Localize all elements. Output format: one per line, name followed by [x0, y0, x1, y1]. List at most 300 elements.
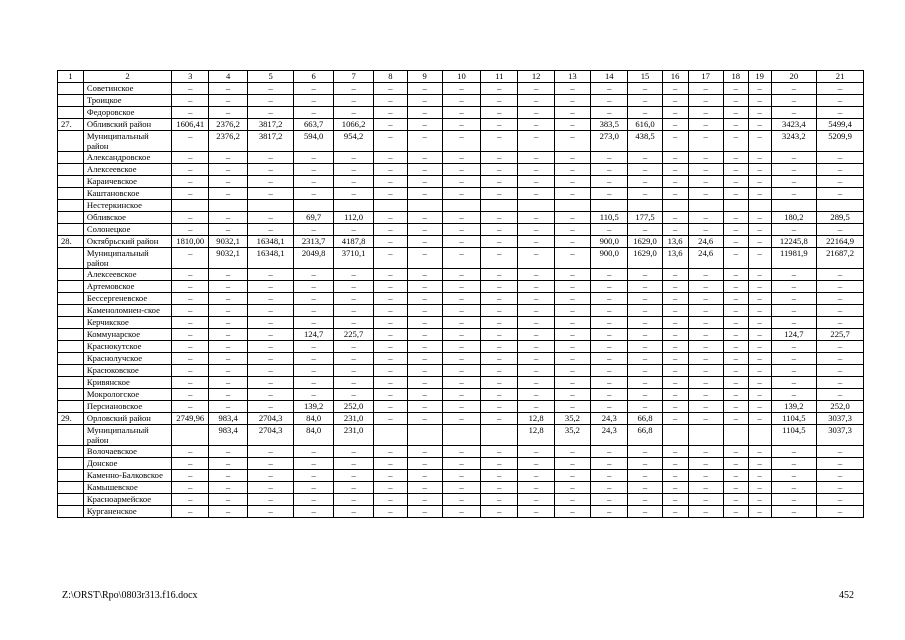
- table-cell: 24,6: [688, 248, 723, 269]
- table-row: [58, 236, 864, 248]
- table-cell: –: [771, 224, 817, 236]
- table-cell: –: [688, 131, 723, 152]
- row-name: Краснолучское: [83, 353, 171, 365]
- table-cell: –: [554, 224, 590, 236]
- table-cell: –: [481, 389, 518, 401]
- table-cell: –: [442, 119, 480, 131]
- table-cell: [294, 200, 333, 212]
- table-cell: [333, 200, 373, 212]
- table-cell: –: [662, 377, 688, 389]
- table-cell: 9032,1: [209, 248, 247, 269]
- table-cell: –: [481, 269, 518, 281]
- table-cell: –: [748, 131, 771, 152]
- table-cell: –: [723, 365, 748, 377]
- table-cell: –: [407, 83, 442, 95]
- row-number: [58, 269, 84, 281]
- table-cell: –: [771, 506, 817, 518]
- table-cell: –: [518, 164, 554, 176]
- table-cell: –: [688, 401, 723, 413]
- table-cell: –: [688, 341, 723, 353]
- table-cell: –: [723, 152, 748, 164]
- table-cell: –: [294, 506, 333, 518]
- table-row: [58, 152, 864, 164]
- table-cell: 225,7: [817, 329, 864, 341]
- table-cell: 24,6: [688, 236, 723, 248]
- table-cell: –: [748, 446, 771, 458]
- table-cell: –: [442, 446, 480, 458]
- table-cell: –: [407, 119, 442, 131]
- table-cell: –: [688, 293, 723, 305]
- table-cell: –: [374, 389, 407, 401]
- table-cell: –: [748, 281, 771, 293]
- table-cell: –: [723, 176, 748, 188]
- table-cell: –: [748, 482, 771, 494]
- table-cell: –: [518, 248, 554, 269]
- table-cell: –: [591, 305, 628, 317]
- table-cell: 1629,0: [628, 248, 662, 269]
- table-row: [58, 305, 864, 317]
- table-cell: –: [771, 365, 817, 377]
- table-cell: –: [628, 95, 662, 107]
- table-cell: –: [628, 389, 662, 401]
- table-cell: –: [374, 119, 407, 131]
- table-cell: –: [748, 365, 771, 377]
- table-cell: –: [723, 95, 748, 107]
- table-row: [58, 95, 864, 107]
- table-cell: –: [771, 83, 817, 95]
- table-cell: –: [723, 83, 748, 95]
- table-cell: 21687,2: [817, 248, 864, 269]
- table-cell: –: [723, 413, 748, 425]
- table-cell: –: [333, 494, 373, 506]
- table-cell: –: [688, 119, 723, 131]
- table-cell: –: [407, 341, 442, 353]
- column-header: 9: [407, 71, 442, 83]
- table-row: [58, 425, 864, 446]
- row-number: [58, 224, 84, 236]
- table-cell: [817, 200, 864, 212]
- table-cell: –: [172, 83, 209, 95]
- row-name: Нестеркинское: [83, 200, 171, 212]
- table-cell: 438,5: [628, 131, 662, 152]
- table-cell: –: [554, 317, 590, 329]
- table-cell: –: [554, 353, 590, 365]
- table-cell: –: [591, 365, 628, 377]
- table-cell: –: [407, 353, 442, 365]
- table-cell: –: [662, 152, 688, 164]
- table-cell: –: [209, 365, 247, 377]
- table-cell: –: [771, 164, 817, 176]
- table-cell: –: [442, 494, 480, 506]
- table-cell: –: [662, 107, 688, 119]
- table-cell: –: [442, 389, 480, 401]
- table-cell: –: [294, 107, 333, 119]
- table-cell: –: [748, 107, 771, 119]
- table-cell: –: [481, 107, 518, 119]
- table-cell: –: [172, 269, 209, 281]
- table-cell: 616,0: [628, 119, 662, 131]
- table-cell: –: [817, 317, 864, 329]
- column-header: 20: [771, 71, 817, 83]
- table-cell: –: [748, 176, 771, 188]
- table-cell: –: [247, 317, 294, 329]
- table-cell: –: [209, 470, 247, 482]
- table-cell: –: [481, 95, 518, 107]
- table-cell: –: [209, 95, 247, 107]
- table-cell: –: [481, 458, 518, 470]
- table-row: [58, 317, 864, 329]
- table-cell: –: [407, 482, 442, 494]
- table-cell: –: [481, 212, 518, 224]
- table-cell: –: [518, 494, 554, 506]
- table-row: [58, 494, 864, 506]
- table-cell: –: [294, 224, 333, 236]
- table-cell: –: [294, 365, 333, 377]
- table-cell: –: [688, 281, 723, 293]
- table-cell: –: [591, 470, 628, 482]
- table-cell: –: [591, 494, 628, 506]
- table-cell: –: [688, 176, 723, 188]
- table-cell: 69,7: [294, 212, 333, 224]
- table-cell: 2376,2: [209, 131, 247, 152]
- table-cell: –: [662, 401, 688, 413]
- table-cell: –: [591, 377, 628, 389]
- table-cell: –: [662, 188, 688, 200]
- row-number: [58, 470, 84, 482]
- table-cell: –: [481, 293, 518, 305]
- row-number: [58, 401, 84, 413]
- row-name: Каштановское: [83, 188, 171, 200]
- table-cell: –: [442, 329, 480, 341]
- table-cell: –: [481, 119, 518, 131]
- table-cell: –: [172, 107, 209, 119]
- table-cell: –: [172, 389, 209, 401]
- table-row: [58, 458, 864, 470]
- table-cell: –: [442, 95, 480, 107]
- table-cell: –: [333, 317, 373, 329]
- table-row: [58, 341, 864, 353]
- table-cell: 231,0: [333, 413, 373, 425]
- table-cell: –: [374, 470, 407, 482]
- table-cell: –: [748, 164, 771, 176]
- table-cell: –: [172, 281, 209, 293]
- table-cell: –: [591, 107, 628, 119]
- row-name: Бессергеневское: [83, 293, 171, 305]
- table-cell: –: [723, 401, 748, 413]
- table-cell: –: [247, 269, 294, 281]
- table-cell: –: [247, 224, 294, 236]
- table-cell: –: [407, 95, 442, 107]
- table-cell: –: [374, 482, 407, 494]
- table-row: [58, 176, 864, 188]
- table-cell: [748, 425, 771, 446]
- table-row: [58, 365, 864, 377]
- table-cell: 1606,41: [172, 119, 209, 131]
- row-number: [58, 248, 84, 269]
- table-cell: –: [209, 458, 247, 470]
- table-cell: –: [748, 401, 771, 413]
- table-cell: 983,4: [209, 413, 247, 425]
- table-cell: 139,2: [294, 401, 333, 413]
- table-cell: –: [591, 353, 628, 365]
- table-cell: –: [591, 293, 628, 305]
- table-cell: –: [247, 176, 294, 188]
- table-cell: [628, 200, 662, 212]
- table-cell: –: [247, 164, 294, 176]
- table-cell: –: [771, 317, 817, 329]
- table-cell: [247, 200, 294, 212]
- table-cell: –: [374, 494, 407, 506]
- table-row: [58, 293, 864, 305]
- row-number: [58, 458, 84, 470]
- table-cell: –: [333, 458, 373, 470]
- table-cell: –: [628, 401, 662, 413]
- table-cell: –: [518, 365, 554, 377]
- table-cell: –: [294, 293, 333, 305]
- table-cell: –: [294, 176, 333, 188]
- table-cell: 66,8: [628, 413, 662, 425]
- table-cell: –: [481, 236, 518, 248]
- table-cell: –: [209, 353, 247, 365]
- table-row: [58, 269, 864, 281]
- table-cell: –: [172, 341, 209, 353]
- table-cell: –: [294, 446, 333, 458]
- table-cell: [723, 200, 748, 212]
- table-cell: –: [407, 248, 442, 269]
- row-name: Орловский район: [83, 413, 171, 425]
- table-cell: –: [333, 269, 373, 281]
- table-cell: –: [518, 131, 554, 152]
- row-number: 28.: [58, 236, 84, 248]
- table-row: [58, 224, 864, 236]
- table-row: [58, 281, 864, 293]
- table-cell: –: [442, 224, 480, 236]
- table-cell: 383,5: [591, 119, 628, 131]
- table-cell: [374, 200, 407, 212]
- table-cell: –: [554, 236, 590, 248]
- table-cell: –: [442, 377, 480, 389]
- table-cell: –: [247, 188, 294, 200]
- table-cell: –: [333, 293, 373, 305]
- table-cell: –: [591, 152, 628, 164]
- table-cell: –: [407, 212, 442, 224]
- row-number: [58, 305, 84, 317]
- table-cell: –: [481, 494, 518, 506]
- table-cell: –: [662, 269, 688, 281]
- table-cell: –: [662, 176, 688, 188]
- table-cell: –: [748, 119, 771, 131]
- table-cell: –: [688, 329, 723, 341]
- table-cell: –: [407, 176, 442, 188]
- table-cell: –: [817, 389, 864, 401]
- table-row: [58, 164, 864, 176]
- table-cell: –: [591, 329, 628, 341]
- table-cell: –: [442, 305, 480, 317]
- document-sheet: [57, 70, 864, 518]
- table-cell: –: [628, 164, 662, 176]
- table-cell: –: [817, 341, 864, 353]
- table-row: [58, 470, 864, 482]
- table-cell: –: [591, 317, 628, 329]
- table-cell: 11981,9: [771, 248, 817, 269]
- table-body: [58, 83, 864, 518]
- row-name: Алексеевское: [83, 269, 171, 281]
- table-cell: –: [662, 293, 688, 305]
- table-cell: –: [481, 188, 518, 200]
- table-cell: –: [688, 458, 723, 470]
- table-cell: –: [481, 131, 518, 152]
- table-cell: –: [554, 389, 590, 401]
- table-cell: –: [518, 224, 554, 236]
- table-cell: –: [518, 176, 554, 188]
- table-cell: –: [628, 107, 662, 119]
- table-cell: –: [294, 389, 333, 401]
- column-header: 8: [374, 71, 407, 83]
- table-cell: –: [407, 365, 442, 377]
- table-cell: 1066,2: [333, 119, 373, 131]
- table-cell: –: [374, 401, 407, 413]
- table-cell: –: [662, 446, 688, 458]
- table-cell: –: [247, 281, 294, 293]
- table-cell: –: [628, 305, 662, 317]
- table-cell: 1810,00: [172, 236, 209, 248]
- table-cell: –: [748, 83, 771, 95]
- row-name: Кривянское: [83, 377, 171, 389]
- table-cell: –: [771, 353, 817, 365]
- table-cell: 12245,8: [771, 236, 817, 248]
- table-row: [58, 413, 864, 425]
- table-cell: –: [628, 176, 662, 188]
- table-cell: –: [723, 248, 748, 269]
- table-cell: 252,0: [333, 401, 373, 413]
- table-cell: –: [374, 269, 407, 281]
- row-number: [58, 341, 84, 353]
- table-cell: [723, 425, 748, 446]
- table-cell: –: [817, 305, 864, 317]
- table-cell: 66,8: [628, 425, 662, 446]
- table-cell: –: [442, 107, 480, 119]
- table-cell: 16348,1: [247, 236, 294, 248]
- table-cell: [481, 200, 518, 212]
- table-cell: [442, 425, 480, 446]
- table-cell: –: [518, 83, 554, 95]
- table-cell: –: [662, 329, 688, 341]
- row-name: Керчикское: [83, 317, 171, 329]
- table-cell: –: [442, 470, 480, 482]
- column-header: 16: [662, 71, 688, 83]
- table-cell: –: [771, 458, 817, 470]
- table-cell: –: [688, 83, 723, 95]
- table-cell: –: [374, 458, 407, 470]
- table-cell: –: [662, 353, 688, 365]
- table-cell: –: [407, 389, 442, 401]
- table-cell: –: [771, 389, 817, 401]
- table-cell: –: [518, 212, 554, 224]
- table-cell: –: [518, 341, 554, 353]
- table-cell: –: [628, 365, 662, 377]
- table-cell: –: [723, 329, 748, 341]
- table-cell: –: [554, 131, 590, 152]
- table-cell: –: [407, 164, 442, 176]
- table-cell: –: [481, 83, 518, 95]
- table-cell: –: [688, 389, 723, 401]
- table-cell: –: [172, 482, 209, 494]
- table-cell: –: [209, 482, 247, 494]
- table-cell: –: [407, 329, 442, 341]
- table-cell: –: [294, 95, 333, 107]
- table-cell: –: [374, 377, 407, 389]
- table-cell: –: [209, 224, 247, 236]
- table-cell: –: [662, 305, 688, 317]
- table-cell: –: [374, 305, 407, 317]
- table-cell: 9032,1: [209, 236, 247, 248]
- table-cell: –: [442, 152, 480, 164]
- row-number: [58, 293, 84, 305]
- row-number: [58, 83, 84, 95]
- table-cell: 3037,3: [817, 425, 864, 446]
- row-number: [58, 389, 84, 401]
- table-cell: –: [407, 458, 442, 470]
- row-name: Красюковское: [83, 365, 171, 377]
- table-cell: –: [209, 494, 247, 506]
- table-cell: –: [407, 446, 442, 458]
- table-cell: 124,7: [294, 329, 333, 341]
- table-cell: –: [294, 377, 333, 389]
- row-name: Краснокутское: [83, 341, 171, 353]
- table-cell: –: [294, 281, 333, 293]
- table-cell: –: [374, 413, 407, 425]
- row-number: [58, 353, 84, 365]
- table-cell: –: [481, 470, 518, 482]
- table-cell: –: [723, 470, 748, 482]
- table-cell: –: [247, 458, 294, 470]
- table-cell: –: [172, 188, 209, 200]
- table-cell: –: [723, 446, 748, 458]
- table-cell: –: [723, 494, 748, 506]
- column-header: 13: [554, 71, 590, 83]
- table-cell: –: [294, 317, 333, 329]
- table-cell: –: [172, 293, 209, 305]
- table-cell: 273,0: [591, 131, 628, 152]
- table-cell: –: [688, 107, 723, 119]
- table-cell: –: [817, 293, 864, 305]
- table-cell: [172, 200, 209, 212]
- table-cell: 2704,3: [247, 425, 294, 446]
- table-cell: –: [374, 317, 407, 329]
- table-cell: –: [688, 95, 723, 107]
- table-cell: [688, 425, 723, 446]
- table-cell: –: [333, 83, 373, 95]
- row-name: Муниципальный район: [83, 425, 171, 446]
- table-cell: –: [294, 152, 333, 164]
- table-cell: –: [481, 224, 518, 236]
- table-cell: 13,6: [662, 236, 688, 248]
- table-cell: –: [748, 317, 771, 329]
- table-cell: –: [628, 83, 662, 95]
- table-cell: 24,3: [591, 413, 628, 425]
- column-header: 15: [628, 71, 662, 83]
- table-cell: 2749,96: [172, 413, 209, 425]
- table-cell: –: [591, 164, 628, 176]
- table-cell: –: [247, 494, 294, 506]
- table-cell: –: [247, 83, 294, 95]
- table-cell: –: [771, 494, 817, 506]
- table-cell: –: [771, 446, 817, 458]
- table-cell: –: [209, 389, 247, 401]
- table-cell: 3817,2: [247, 131, 294, 152]
- table-cell: –: [817, 164, 864, 176]
- table-cell: –: [688, 470, 723, 482]
